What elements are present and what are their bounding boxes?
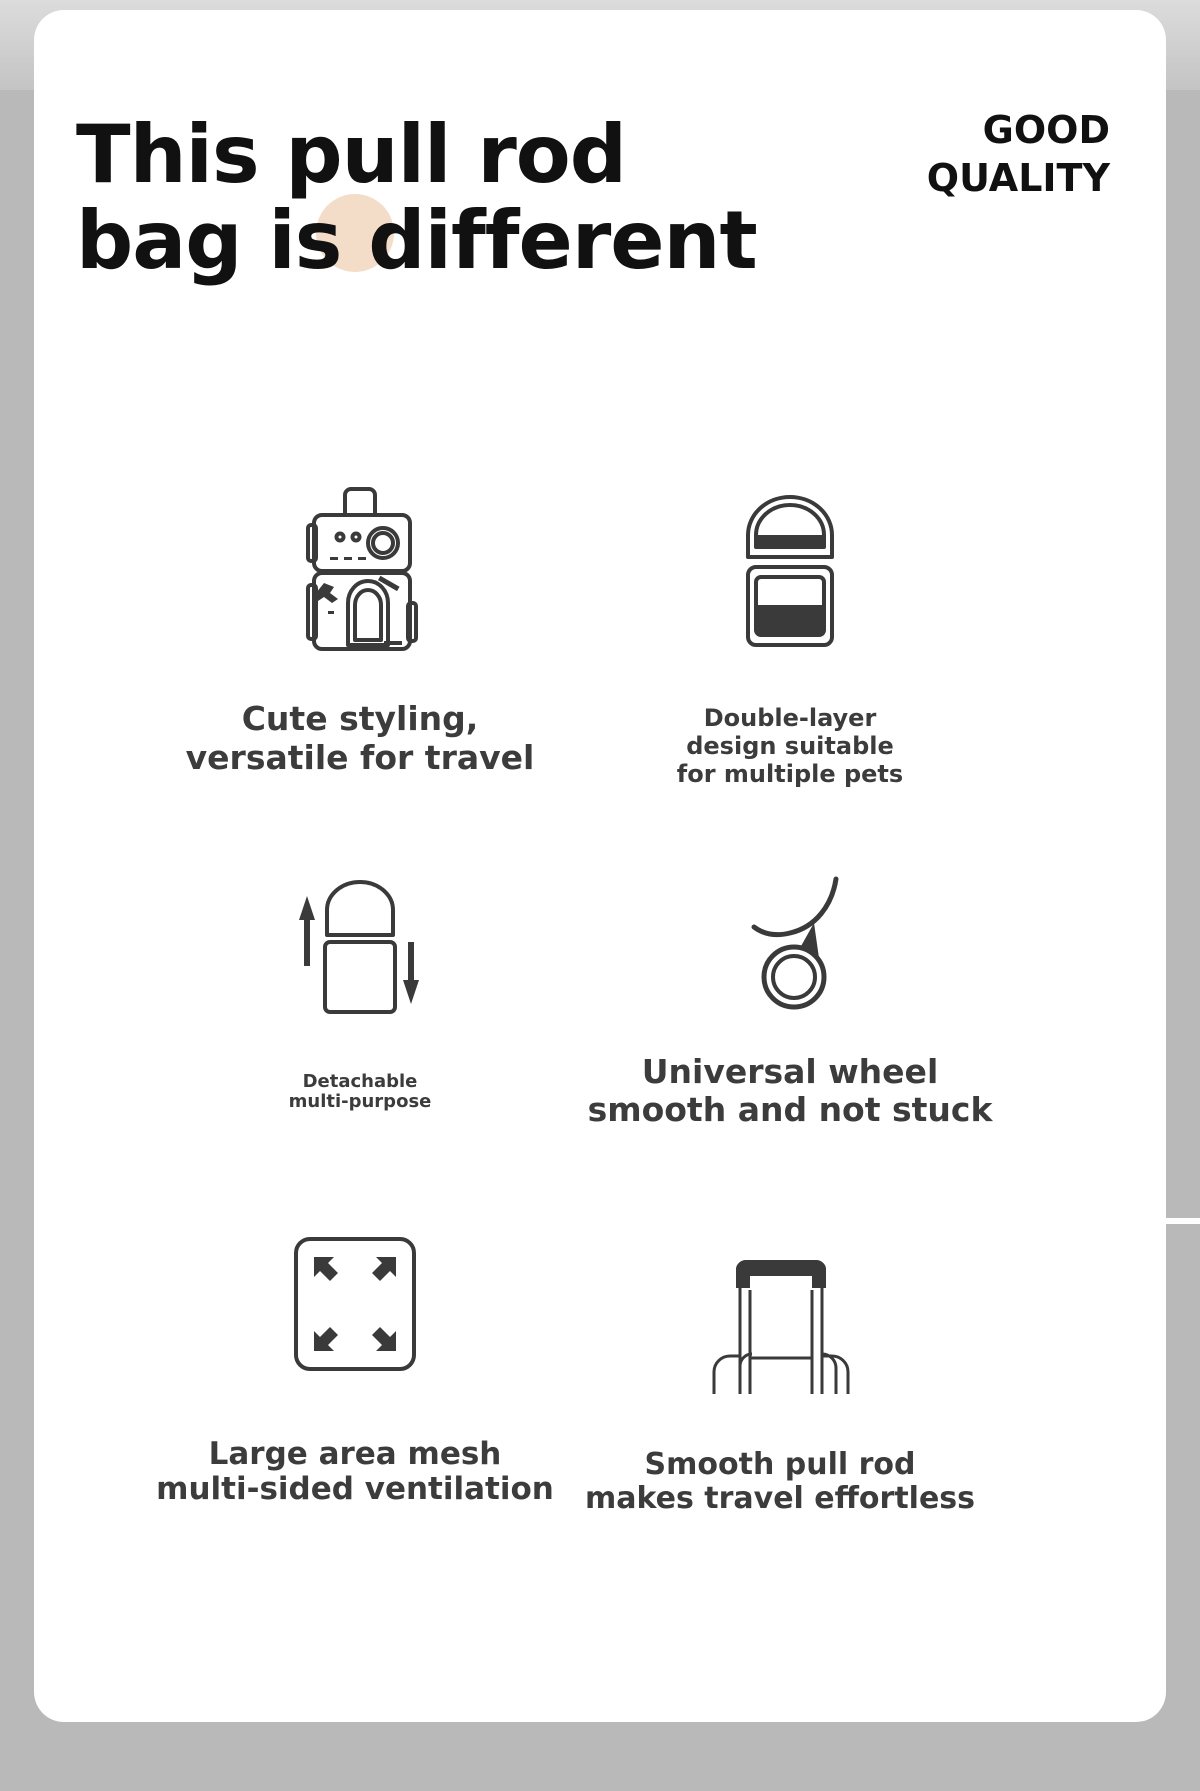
wheel-icon <box>740 875 840 1015</box>
detach-arrows-icon <box>285 880 435 1020</box>
feature-pull-rod-label: Smooth pull rod makes travel effortless <box>584 1447 976 1516</box>
feature-cute-styling-label: Cute styling, versatile for travel <box>185 699 535 777</box>
double-layer-icon <box>740 495 840 650</box>
headline <box>76 108 757 287</box>
feature-pull-rod <box>580 1260 980 1516</box>
feature-double-layer-label: Double-layer design suitable for multiple pets <box>676 704 904 788</box>
feature-detachable-label: Detachable multi-purpose <box>288 1071 432 1112</box>
feature-detachable <box>190 880 530 1112</box>
badge-line-2: QUALITY <box>926 156 1110 200</box>
headline-line-1: This pull rod <box>76 108 627 201</box>
side-divider <box>1166 1218 1200 1224</box>
feature-double-layer <box>610 495 970 788</box>
cat-backpack-icon <box>300 485 420 655</box>
mesh-expand-icon <box>292 1235 418 1373</box>
feature-universal-wheel-label: Universal wheel smooth and not stuck <box>587 1052 993 1129</box>
feature-cute-styling <box>170 485 550 777</box>
feature-mesh-ventilation <box>150 1235 560 1507</box>
quality-badge <box>880 106 1110 202</box>
feature-universal-wheel <box>580 875 1000 1129</box>
pull-rod-icon <box>710 1260 850 1400</box>
badge-line-1: GOOD <box>982 108 1110 152</box>
headline-line-2: bag is different <box>76 194 757 287</box>
feature-mesh-ventilation-label: Large area mesh multi-sided ventilation <box>156 1436 554 1507</box>
